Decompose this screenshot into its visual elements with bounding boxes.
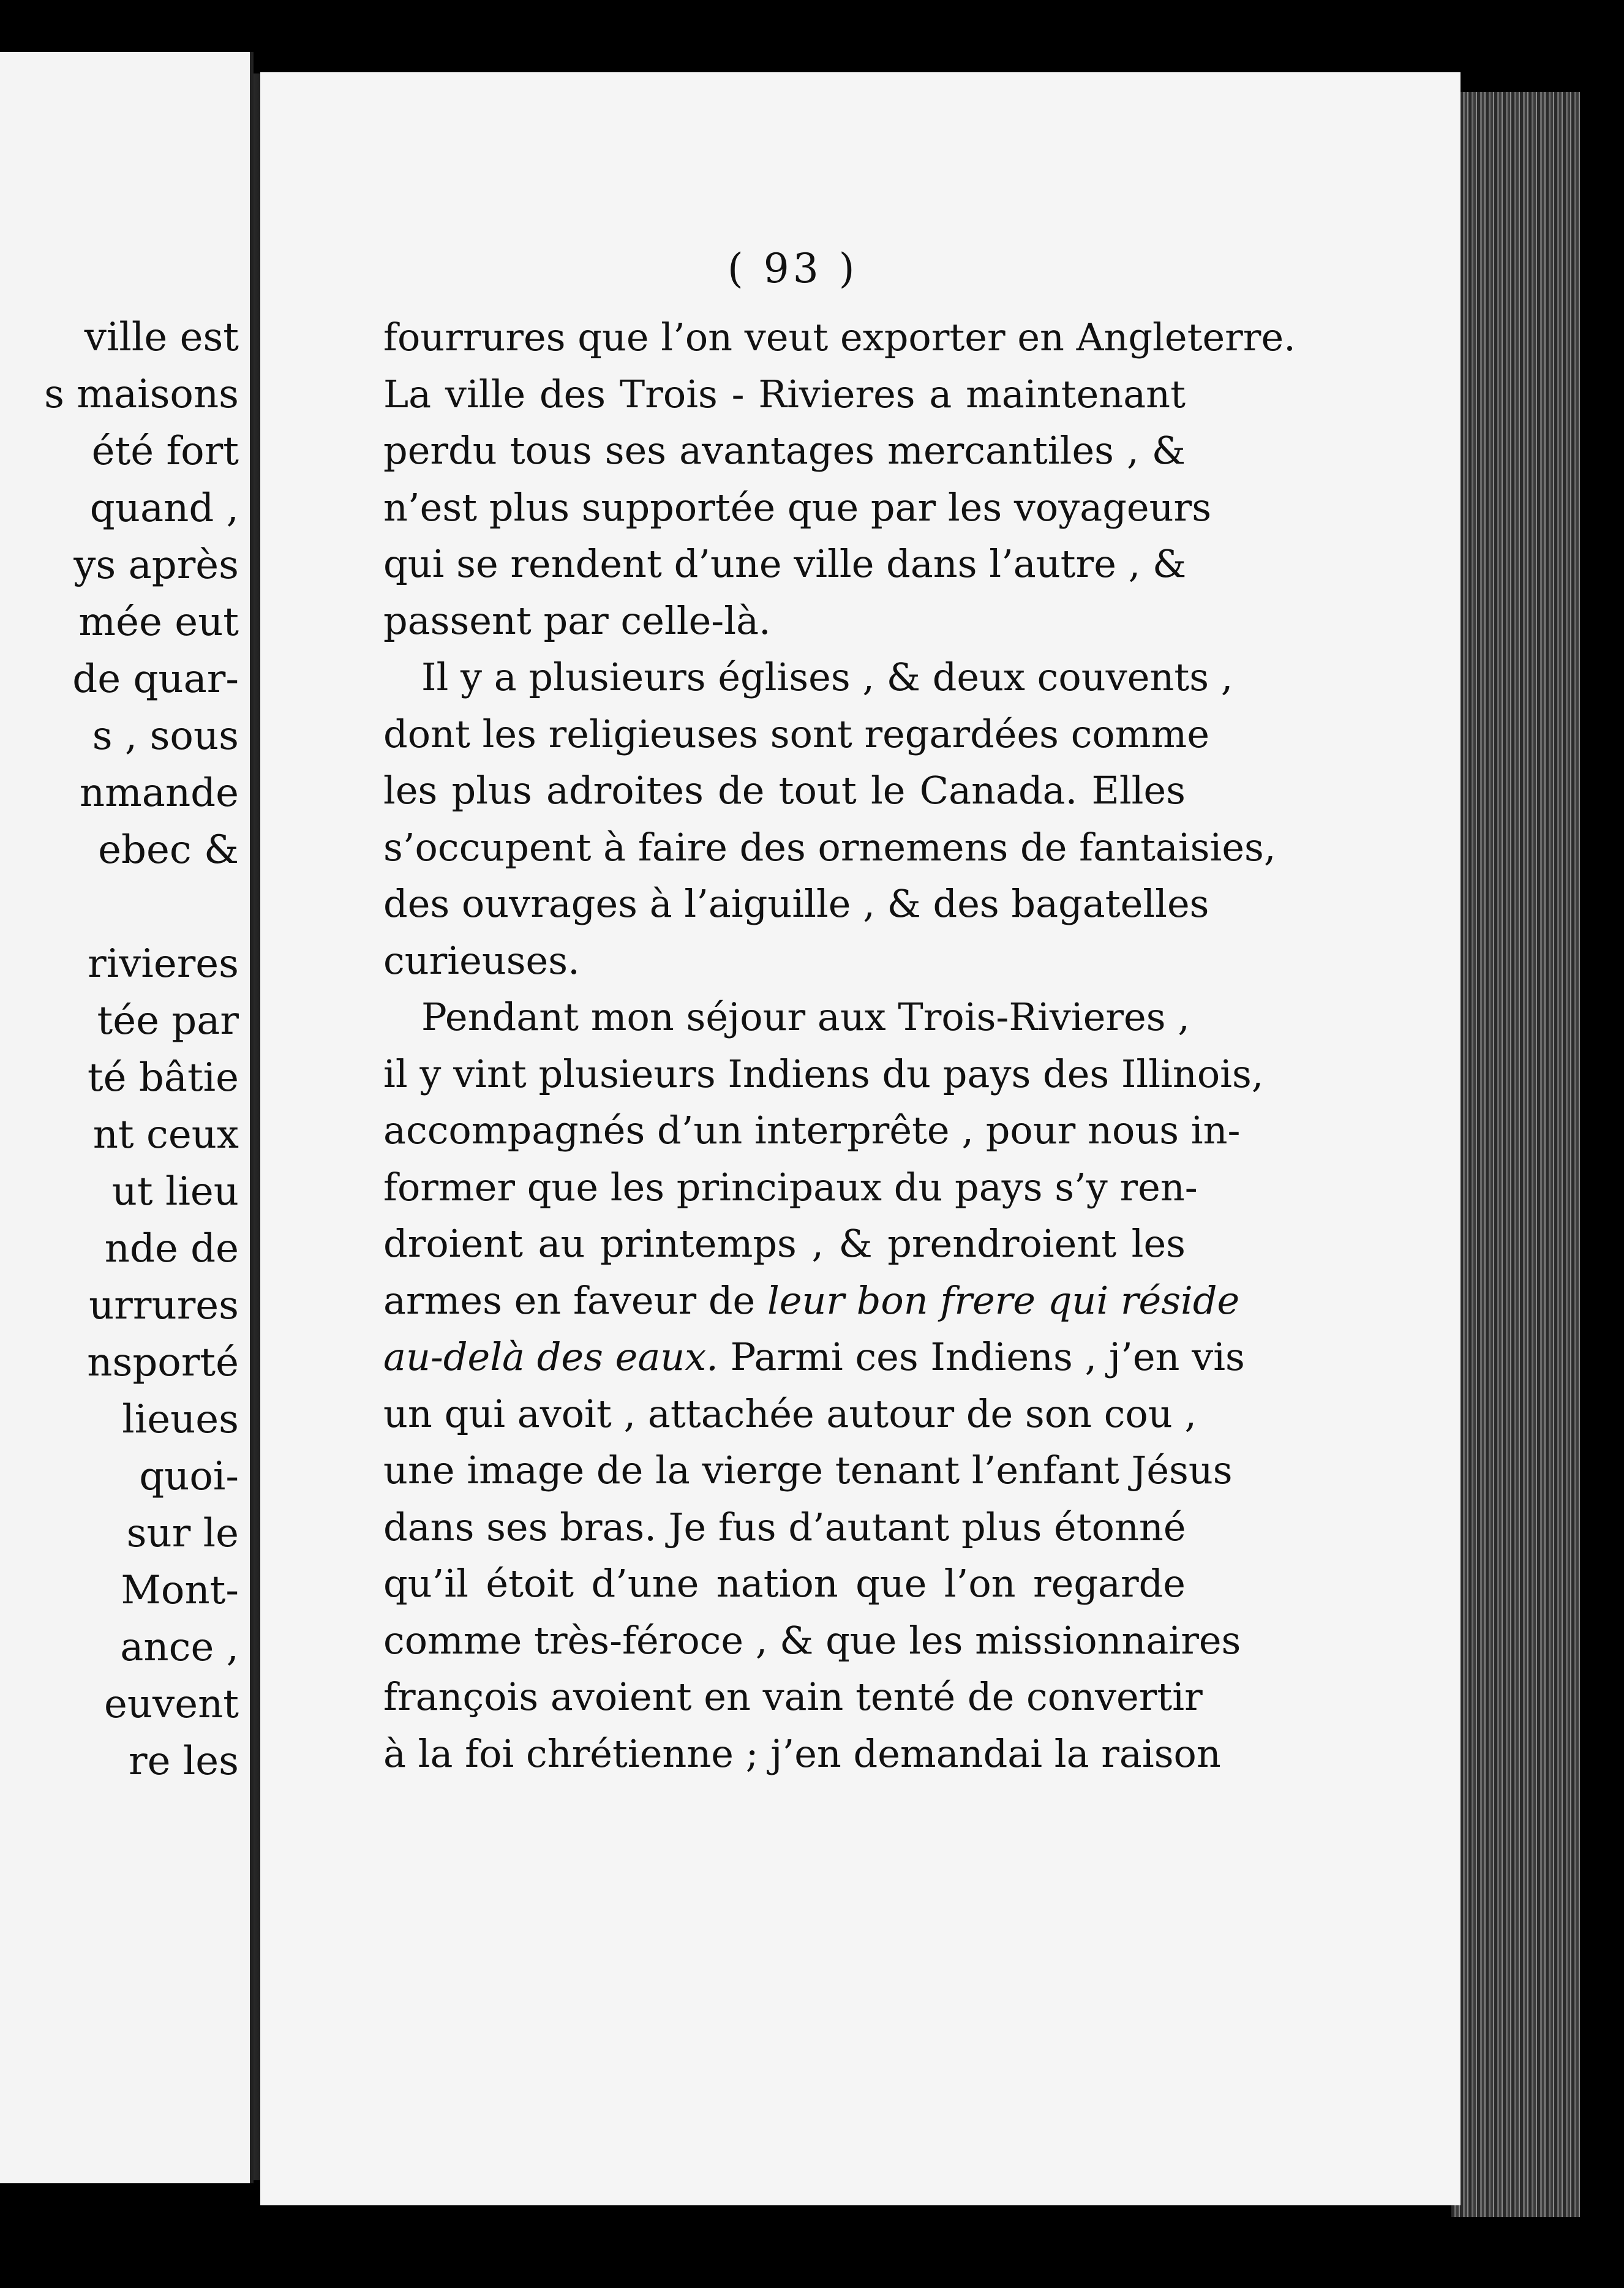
text-line: dont les religieuses sont regardées comme — [383, 711, 1210, 756]
text-line: françois avoient en vain tenté de convertir — [383, 1674, 1203, 1719]
left-page-line: été fort — [91, 429, 239, 474]
left-page-line: ebec & — [98, 827, 239, 873]
text-line — [383, 1273, 1240, 1330]
left-page-line: quoi- — [139, 1454, 239, 1499]
previous-page — [0, 52, 254, 2183]
italic-segment: au-delà des eaux. — [383, 1334, 718, 1379]
left-page-line: de quar- — [72, 657, 239, 702]
text-line: dans ses bras. Je fus d’autant plus étonné — [383, 1504, 1186, 1549]
text-line: La ville des Trois - Rivieres a maintenant — [383, 371, 1186, 416]
text-line: un qui avoit , attachée autour de son cou , — [383, 1391, 1197, 1436]
left-page-line: urrures — [89, 1283, 239, 1328]
text-line: comme très-féroce , & que les missionnaires — [383, 1617, 1241, 1663]
left-page-line: mée eut — [78, 600, 239, 645]
italic-segment: leur bon frere qui réside — [767, 1278, 1240, 1323]
left-page-line: té bâtie — [87, 1055, 239, 1101]
left-page-line: ut lieu — [111, 1169, 239, 1214]
text-line: qu’il étoit d’une nation que l’on regarde — [383, 1561, 1186, 1606]
text-line: droient au printemps , & prendroient les — [383, 1221, 1186, 1266]
page-text — [383, 309, 1296, 1782]
text-line: former que les principaux du pays s’y ren- — [383, 1164, 1198, 1210]
text-line: s’occupent à faire des ornemens de fantaisies, — [383, 824, 1276, 870]
left-page-line: s maisons — [44, 372, 239, 417]
text-segment: armes en faveur de — [383, 1278, 767, 1323]
text-line: Pendant mon séjour aux Trois-Rivieres , — [421, 995, 1190, 1039]
left-page-line: lieues — [122, 1397, 239, 1442]
text-segment: Parmi ces Indiens , j’en vis — [718, 1334, 1245, 1379]
page-number: ( 93 ) — [727, 245, 859, 292]
left-page-line: ville est — [84, 315, 239, 360]
left-page-line: re les — [129, 1739, 239, 1784]
left-page-line: Mont- — [121, 1568, 239, 1613]
text-line: passent par celle-là. — [383, 598, 771, 643]
page-fore-edge — [1451, 92, 1580, 2217]
text-line — [383, 1329, 1245, 1386]
text-line: à la foi chrétienne ; j’en demandai la raison — [383, 1731, 1221, 1776]
text-line: n’est plus supportée que par les voyageurs — [383, 484, 1212, 530]
left-page-line: nde de — [104, 1226, 239, 1271]
text-line: il y vint plusieurs Indiens du pays des Illinois, — [383, 1051, 1264, 1096]
left-page-line: sur le — [126, 1511, 239, 1556]
text-line: des ouvrages à l’aiguille , & des bagatelles — [383, 881, 1209, 926]
text-line: accompagnés d’un interprête , pour nous in- — [383, 1108, 1241, 1153]
text-line: qui se rendent d’une ville dans l’autre , & — [383, 541, 1187, 586]
left-page-line: rivieres — [88, 941, 239, 987]
left-page-line: quand , — [89, 486, 239, 531]
left-page-line: tée par — [97, 998, 239, 1044]
left-page-line: ance , — [120, 1625, 239, 1670]
left-page-line: s , sous — [92, 713, 239, 759]
left-page-line: nmande — [79, 770, 239, 816]
text-line: les plus adroites de tout le Canada. Elles — [383, 768, 1186, 813]
text-line: perdu tous ses avantages mercantiles , & — [383, 428, 1186, 473]
left-page-line: nt ceux — [92, 1112, 239, 1157]
left-page-line: ys après — [73, 543, 239, 588]
text-line: Il y a plusieurs églises , & deux couvents , — [421, 655, 1233, 699]
left-page-line: euvent — [103, 1682, 239, 1727]
text-line: fourrures que l’on veut exporter en Angleterre. — [383, 315, 1296, 359]
left-page-line: nsporté — [87, 1340, 239, 1385]
text-line: curieuses. — [383, 938, 580, 983]
text-line: une image de la vierge tenant l’enfant Jésus — [383, 1448, 1233, 1492]
